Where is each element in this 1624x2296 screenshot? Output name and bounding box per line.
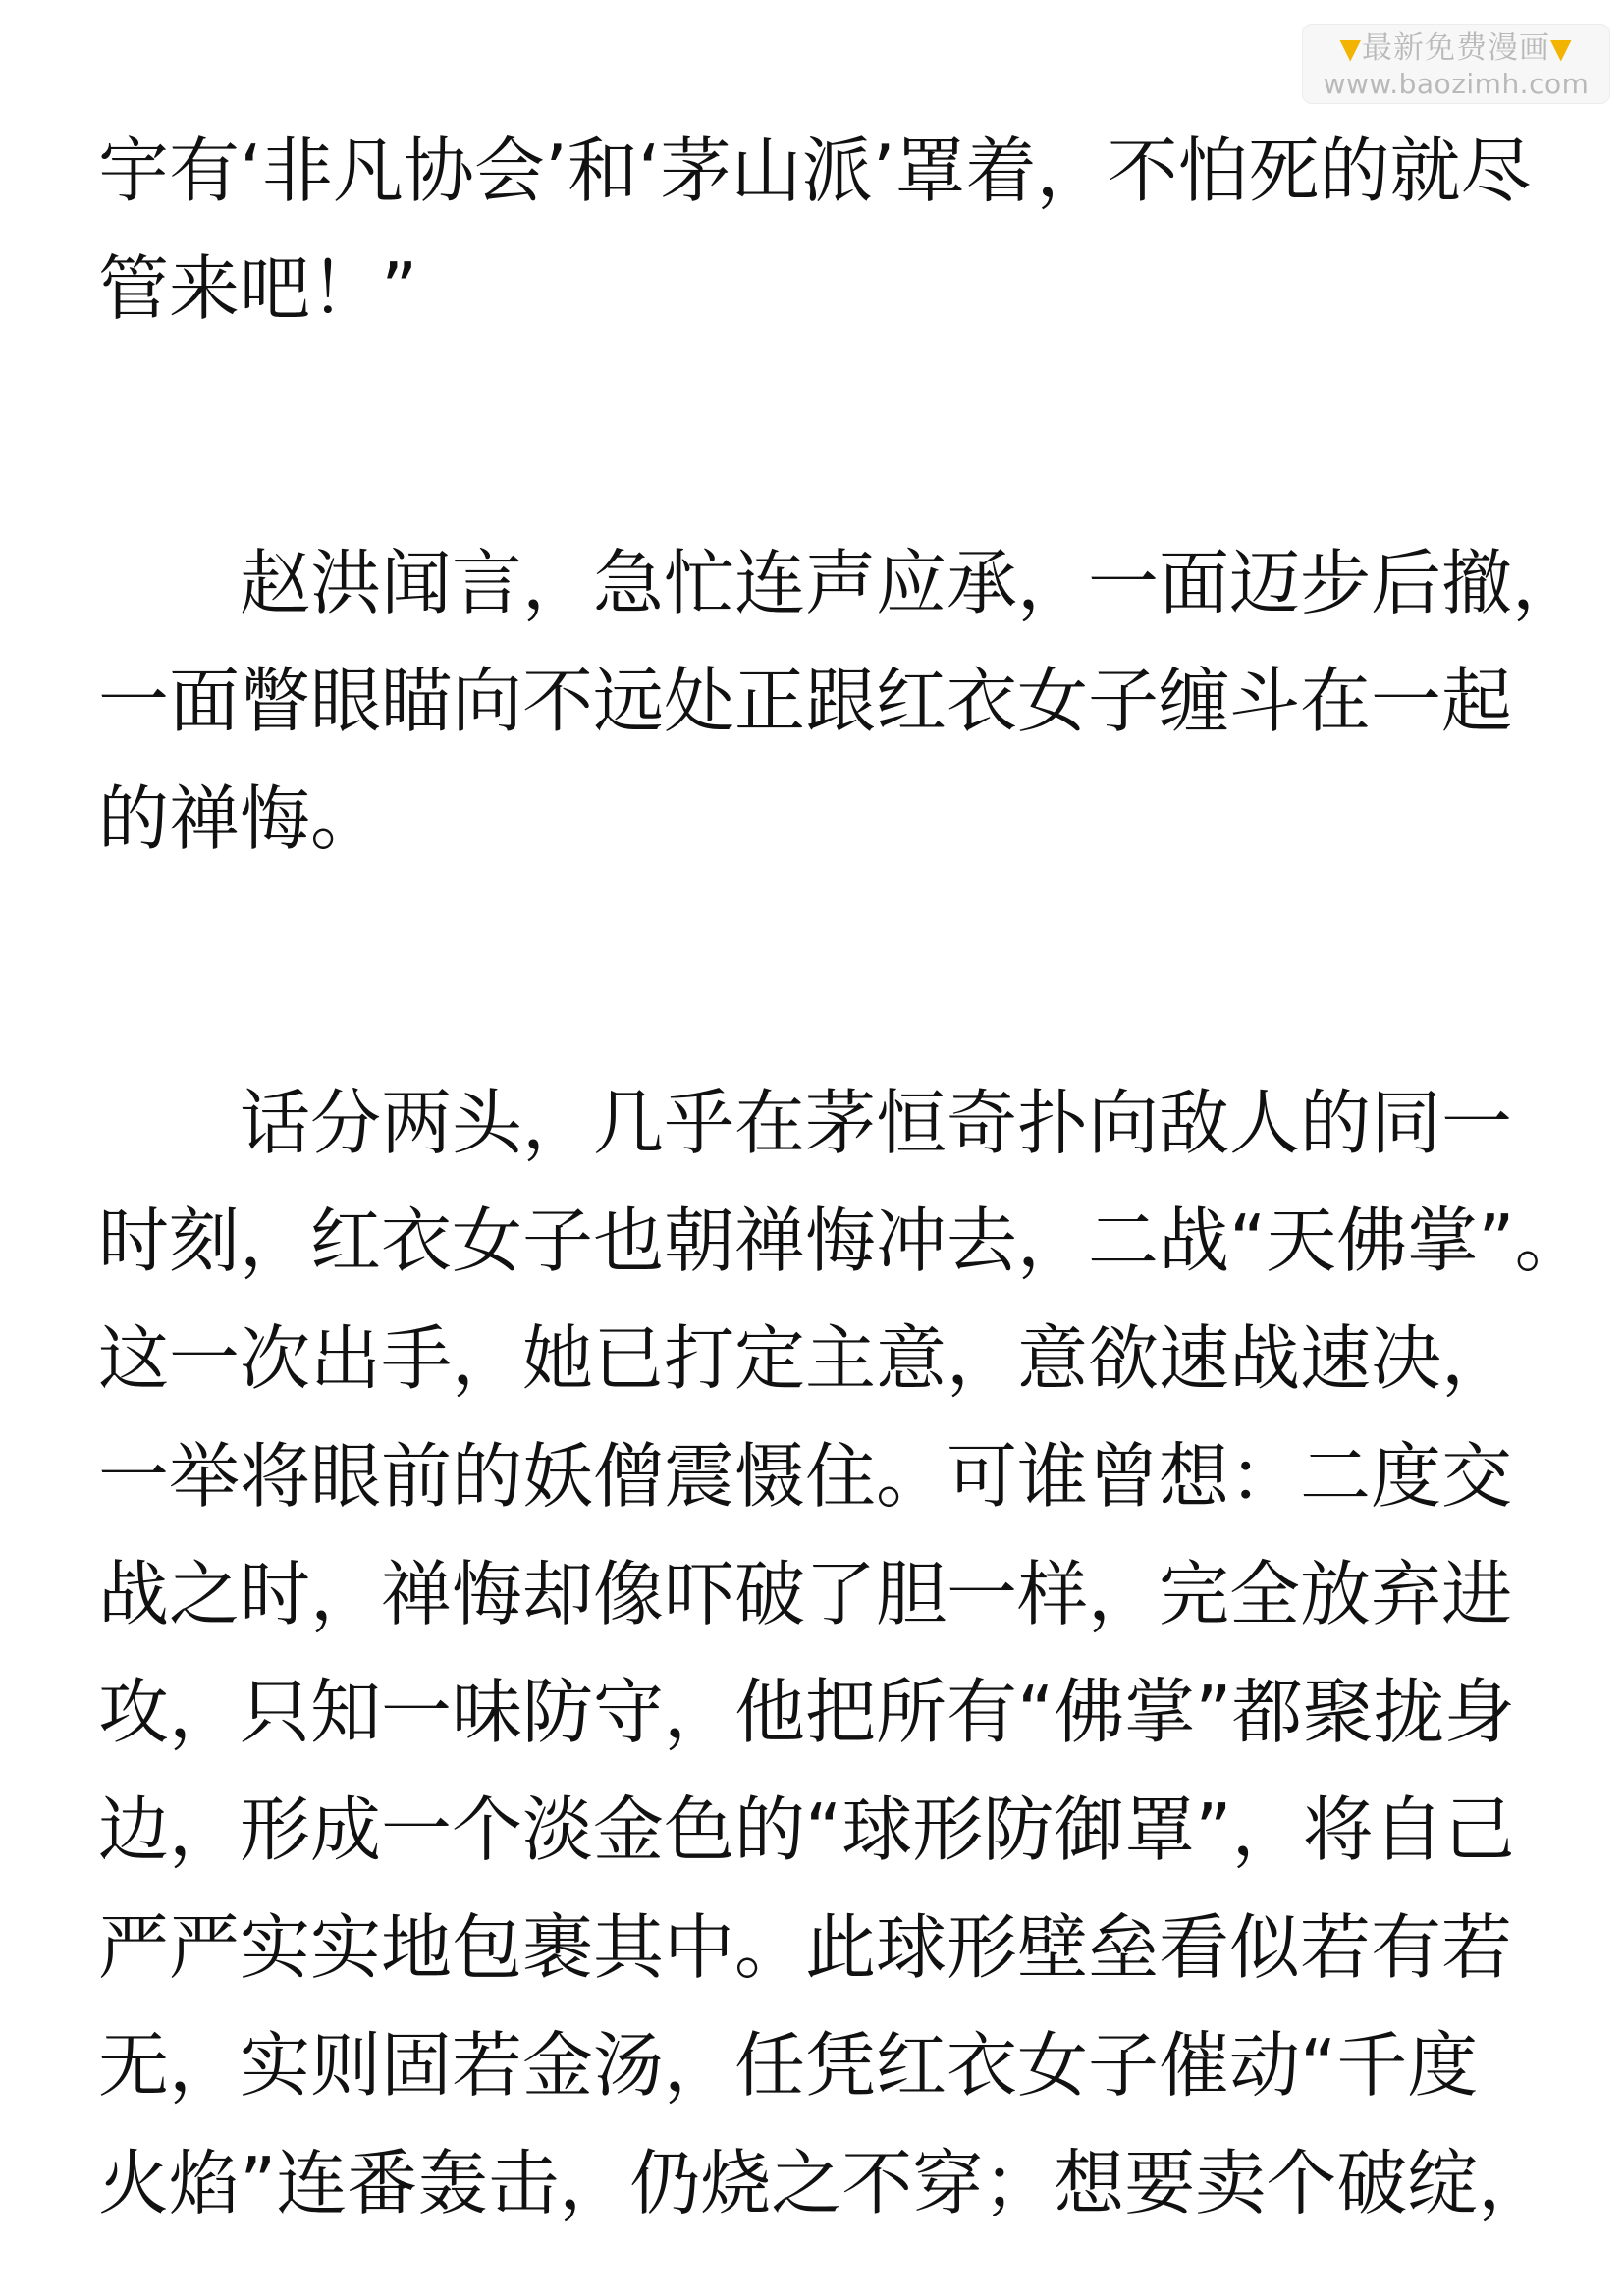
text-line: 一举将眼前的妖僧震慑住。可谁曾想：二度交 [98,1435,1513,1518]
site-watermark [1302,24,1610,104]
text-line: 管来吧！” [98,247,418,330]
paragraph-spacer [98,878,1571,1064]
paragraph-spacer [98,347,1571,524]
text-line: 严严实实地包裹其中。此球形壁垒看似若有若 [98,1906,1513,1989]
text-line: 话分两头，几乎在茅恒奇扑向敌人的同一 [240,1082,1513,1164]
watermark-url: www.baozimh.com [1323,68,1590,100]
pointing-down-icon: ▼ [1550,32,1573,65]
text-line: 无，实则固若金汤，任凭红衣女子催动“千度 [98,2024,1479,2107]
paragraph [98,1064,1586,2242]
text-line: 战之时，禅悔却像吓破了胆一样，完全放弃进 [98,1553,1513,1635]
text-line: 攻，只知一味防守，他把所有“佛掌”都聚拢身 [98,1671,1515,1753]
text-line: 边，形成一个淡金色的“球形防御罩”，将自己 [98,1789,1515,1871]
watermark-title: 最新免费漫画 [1362,30,1550,66]
pointing-down-icon: ▼ [1339,32,1362,65]
text-line: 的禅悔。 [98,777,382,860]
text-line: 时刻，红衣女子也朝禅悔冲去，二战“天佛掌”。 [98,1200,1586,1282]
text-line: 这一次出手，她已打定主意，意欲速战速决， [98,1317,1513,1400]
text-line: 赵洪闻言，急忙连声应承，一面迈步后撤， [240,542,1584,624]
paragraph [98,524,1584,878]
body-text [98,112,1586,2242]
text-line: 宇有‘非凡协会’和‘茅山派’罩着，不怕死的就尽 [98,130,1532,212]
text-line: 火焰”连番轰击，仍烧之不穿；想要卖个破绽， [98,2142,1549,2224]
paragraph [98,112,1571,347]
text-line: 一面瞥眼瞄向不远处正跟红衣女子缠斗在一起 [98,660,1513,742]
